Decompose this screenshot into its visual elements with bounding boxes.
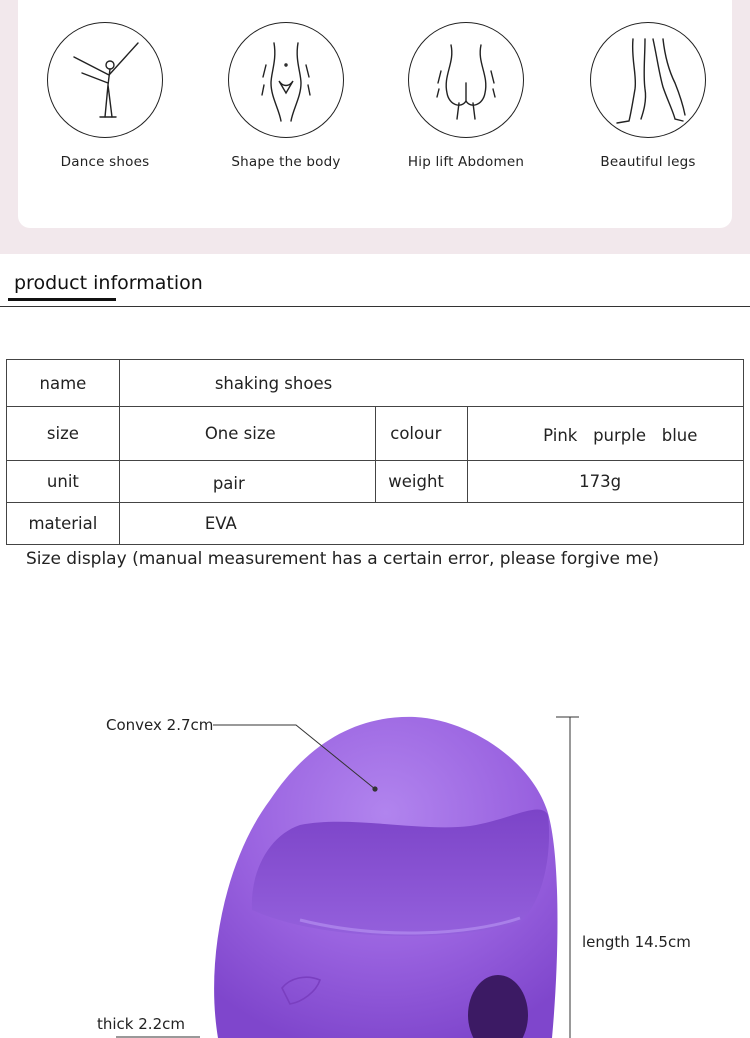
thick-label: thick 2.2cm [97, 1015, 185, 1033]
table-row [7, 360, 744, 407]
section-divider [0, 306, 750, 307]
length-label: length 14.5cm [582, 933, 691, 951]
shoe-heel-cup [252, 810, 549, 936]
spec-value-name: shaking shoes [119, 360, 743, 407]
spec-key-name: name [7, 360, 120, 407]
benefit-shape [196, 22, 376, 170]
table-row [7, 407, 744, 461]
hip-icon [408, 22, 524, 138]
product-photo [0, 600, 750, 1038]
spec-value-weight: 173g [468, 461, 744, 503]
legs-icon [590, 22, 706, 138]
benefit-hip [376, 22, 556, 170]
benefit-dance [15, 22, 195, 170]
spec-key-unit: unit [7, 461, 120, 503]
spec-key-size: size [7, 407, 120, 461]
convex-label: Convex 2.7cm [106, 716, 214, 734]
length-dimension-line [556, 717, 579, 1038]
benefit-label: Shape the body [231, 154, 341, 170]
spec-value-unit: pair [119, 461, 375, 503]
spec-key-weight: weight [376, 461, 468, 503]
benefit-label: Hip lift Abdomen [407, 154, 525, 170]
benefit-legs [558, 22, 738, 170]
size-note: Size display (manual measurement has a certain error, please forgive me) [26, 549, 660, 569]
spec-value-size: One size [119, 407, 375, 461]
table-row [7, 461, 744, 503]
section-title: product information [14, 272, 203, 294]
spec-value-colour: Pink purple blue [468, 407, 744, 461]
product-illustration [0, 600, 750, 1038]
table-row [7, 503, 744, 545]
benefit-label: Beautiful legs [600, 154, 696, 170]
body-shape-icon [228, 22, 344, 138]
section-title-underline [8, 298, 116, 301]
spec-key-colour: colour [376, 407, 468, 461]
benefits-band [0, 0, 750, 254]
dancer-icon [47, 22, 163, 138]
spec-key-material: material [7, 503, 120, 545]
benefits-card [18, 0, 732, 228]
spec-table [6, 359, 744, 545]
spec-value-material: EVA [119, 503, 743, 545]
benefit-label: Dance shoes [60, 154, 150, 170]
